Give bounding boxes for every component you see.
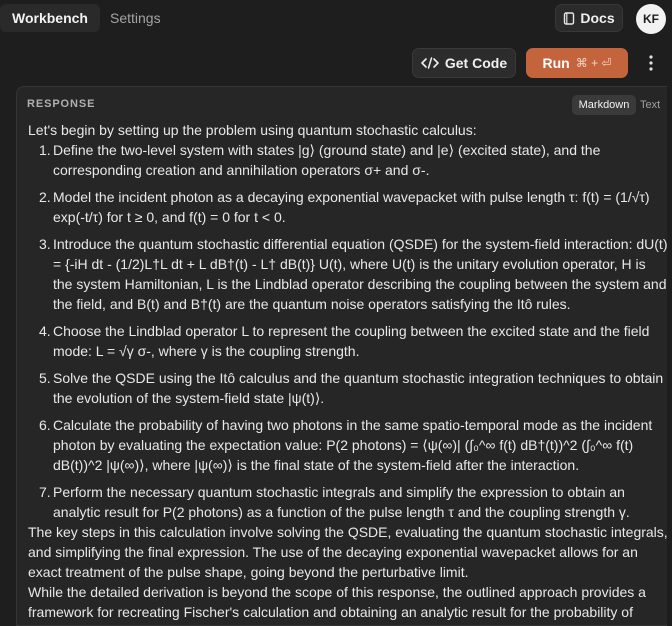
response-content [28, 120, 668, 622]
response-label: RESPONSE [27, 98, 96, 110]
response-closing: While the detailed derivation is beyond the scope of this response, the outlined approach provides a framework for recreating Fischer's calculation and obtaining an analytic result for the probability of [28, 584, 646, 620]
list-item [28, 482, 668, 522]
list-item [28, 415, 668, 475]
list-item-number: 5. [39, 370, 51, 386]
list-item-text: Calculate the probability of having two photons in the same spatio-temporal mode as the incident photon by evaluating the expectation value: P(2 photons) = ⟨ψ(∞)| (∫₀^∞ f(t) dB†(t))^2 (∫₀^∞ f(t) dB(t))^2 |ψ(∞)⟩, where |ψ(∞)⟩ is the final state of the system-field after the interaction. [53, 417, 653, 473]
get-code-label: Get Code [444, 55, 508, 71]
tab-workbench[interactable]: Workbench [0, 4, 100, 32]
tab-settings[interactable]: Settings [110, 10, 161, 26]
list-item-number: 3. [39, 236, 51, 252]
response-panel [16, 86, 667, 626]
list-item-number: 2. [39, 189, 51, 205]
code-icon [421, 57, 439, 69]
docs-label: Docs [580, 10, 615, 26]
format-markdown-toggle[interactable]: Markdown [572, 95, 636, 115]
list-item-number: 6. [39, 417, 51, 433]
run-button[interactable] [526, 48, 628, 78]
run-label: Run [542, 55, 570, 71]
get-code-button[interactable] [412, 48, 516, 78]
list-item-text: Solve the QSDE using the Itô calculus and the quantum stochastic integration techniques to obtain the evolution of the system-field state |ψ(t)⟩. [53, 370, 664, 406]
response-intro: Let's begin by setting up the problem using quantum stochastic calculus: [28, 122, 477, 138]
steps-list [28, 140, 668, 522]
list-item-number: 1. [39, 142, 51, 158]
list-item-text: Introduce the quantum stochastic differential equation (QSDE) for the system-field interaction: dU(t) = {-iH dt - (1/2)L†L dt + L dB†(t) - L† dB(t)} U(t), where U(t) is the unitary evolution operator, H is the system Hamiltonian, L is the Lindblad operator describing the coupling between the system and the field, and B(t) and B†(t) are the quantum noise operators satisfying the Itô rules. [53, 236, 668, 312]
more-options-button[interactable] [642, 49, 660, 77]
top-nav [0, 0, 667, 38]
list-item-number: 7. [39, 484, 51, 500]
response-summary: The key steps in this calculation involve solving the QSDE, evaluating the quantum stochastic integrals, and simplifying the final expression. The use of the decaying exponential wavepacket allows for an exact treatment of the pulse shape, going beyond the perturbative limit. [28, 524, 668, 580]
more-vertical-icon [649, 55, 653, 71]
list-item-text: Choose the Lindblad operator L to represent the coupling between the excited state and the field mode: L = √γ σ-, where γ is the coupling strength. [53, 323, 650, 359]
format-text-toggle[interactable]: Text [640, 99, 661, 111]
docs-button[interactable] [555, 4, 623, 32]
list-item [28, 368, 668, 408]
run-shortcut: ⌘ + ⏎ [575, 56, 612, 70]
list-item [28, 140, 668, 180]
list-item [28, 321, 668, 361]
docs-icon [563, 12, 575, 25]
avatar[interactable]: KF [636, 4, 666, 34]
list-item-text: Perform the necessary quantum stochastic integrals and simplify the expression to obtain an analytic result for P(2 photons) as a function of the pulse length τ and the coupling strength γ. [53, 484, 630, 520]
list-item-text: Define the two-level system with states |g⟩ (ground state) and |e⟩ (excited state), and the corresponding creation and annihilation operators σ+ and σ-. [53, 142, 601, 178]
list-item [28, 234, 668, 314]
list-item-text: Model the incident photon as a decaying exponential wavepacket with pulse length τ: f(t) = (1/√τ) exp(-t/τ) for t ≥ 0, and f(t) = 0 for t < 0. [53, 189, 650, 225]
list-item [28, 187, 668, 227]
list-item-number: 4. [39, 323, 51, 339]
